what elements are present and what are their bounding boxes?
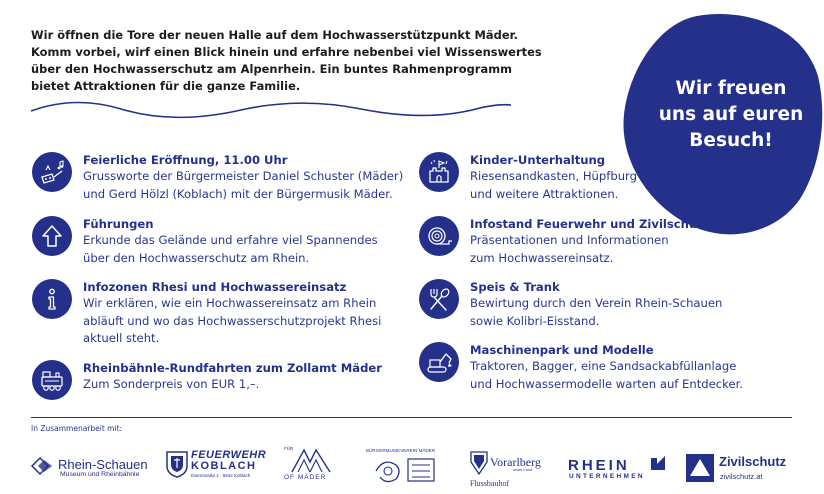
- rhein-schauen-logo: [30, 456, 54, 476]
- program-item-line: abläuft und wo das Hochwasserschutzprojekt Rhesi: [83, 313, 382, 328]
- program-item-line: und Gerd Hölzl (Koblach) mit der Bürgermusik Mäder.: [83, 186, 393, 201]
- program-item-line: zum Hochwassereinsatz.: [470, 250, 614, 265]
- rhein-unternehmen-mark-icon: [651, 454, 665, 470]
- feuerwehr-emblem-icon: [165, 450, 189, 478]
- program-item-line: Grussworte der Bürgermeister Daniel Schuster (Mäder): [83, 169, 404, 183]
- program-item-line: Wir erklären, wie ein Hochwassereinsatz am Rhein: [83, 296, 377, 310]
- program-item-line: Präsentationen und Informationen: [470, 233, 669, 247]
- rhein-unternehmen-sub: UNTERNEHMEN: [569, 473, 645, 480]
- program-item-line: Erkunde das Gelände und erfahre viel Spannendes: [83, 233, 378, 247]
- program-item-line: Zum Sonderpreis von EUR 1,–.: [83, 377, 260, 391]
- fire-hose-icon: [419, 216, 459, 256]
- wave-divider: [31, 96, 511, 126]
- program-item-line: Bewirtung durch den Verein Rhein-Schauen: [470, 296, 723, 310]
- program-item-title: Speis & Trank: [470, 280, 560, 294]
- vorarlberg-sub: unser Land: [513, 468, 532, 472]
- program-item-line: sowie Kolibri-Eisstand.: [470, 313, 600, 328]
- buergermusik-text: BÜRGERMUSIKVEREIN MÄDER: [366, 448, 436, 453]
- fork-spoon-icon: [419, 279, 459, 319]
- program-item-line: über den Hochwasserschutz am Rhein.: [83, 250, 310, 265]
- zivilschutz-url: zivilschutz.at: [720, 472, 763, 481]
- train-icon: [32, 360, 72, 400]
- program-item-line: und weitere Attraktionen.: [470, 186, 619, 201]
- program-item-title: Maschinenpark und Modelle: [470, 343, 654, 357]
- divider: [31, 417, 792, 418]
- arrow-up-icon: [32, 216, 72, 256]
- intro-line: über den Hochwasserschutz am Alpenrhein. Ein buntes Rahmenprogramm: [31, 62, 513, 76]
- program-item-title: Infostand Feuerwehr und Zivilschutz: [470, 217, 710, 231]
- vorarlberg-flag-icon: [469, 450, 489, 476]
- feuerwehr-address: Eisenstraße 1 · 6842 Koblach: [191, 473, 251, 478]
- program-item-line: Riesensandkasten, Hüpfburg: [470, 169, 637, 183]
- vorarlberg-name: Vorarlberg: [490, 455, 541, 469]
- castle-icon: [419, 152, 459, 192]
- callout-text: [640, 76, 822, 154]
- intro-line: Wir öffnen die Tore der neuen Halle auf dem Hochwasserstützpunkt Mäder.: [31, 28, 519, 42]
- ofmader-logo: [290, 448, 332, 474]
- program-item-title: Kinder-Unterhaltung: [470, 153, 606, 167]
- program-item-line: Traktoren, Bagger, eine Sandsackabfüllanlage: [470, 359, 737, 373]
- partners-label: In Zusammenarbeit mit:: [31, 424, 123, 433]
- music-instruments-icon: [32, 152, 72, 192]
- zivilschutz-logo: [686, 454, 714, 482]
- ofmader-text: OF MÄDER: [284, 474, 327, 481]
- program-item-title: Rheinbähnle-Rundfahrten zum Zollamt Mäder: [83, 361, 382, 375]
- ofmader-small: FÜR: [284, 446, 294, 451]
- flussbauhof-name: Flussbauhof: [470, 479, 510, 488]
- intro-text: [31, 27, 551, 95]
- buergermusik-logo: [372, 455, 440, 485]
- intro-line: Komm vorbei, wirf einen Blick hinein und erfahre nebenbei viel Wissenswertes: [31, 45, 542, 59]
- rhein-unternehmen-name: RHEIN: [568, 457, 630, 474]
- program-item-title: Feierliche Eröffnung, 11.00 Uhr: [83, 153, 288, 167]
- program-item-line: aktuell steht.: [83, 331, 160, 345]
- info-icon: [32, 279, 72, 319]
- callout-line: Wir freuen: [675, 78, 787, 99]
- zivilschutz-name: Zivilschutz: [719, 454, 787, 469]
- rhein-schauen-sub: Museum und Rheinbähnle: [60, 471, 140, 478]
- intro-line: bietet Attraktionen für die ganze Familie.: [31, 79, 301, 93]
- feuerwehr-place: KOBLACH: [191, 460, 257, 472]
- callout-line: uns auf euren: [658, 104, 804, 125]
- program-item-title: Infozonen Rhesi und Hochwassereinsatz: [83, 280, 347, 294]
- program-item-line: und Hochwassermodelle warten auf Entdecker.: [470, 376, 743, 391]
- excavator-icon: [419, 342, 459, 382]
- feuerwehr-name: FEUERWEHR: [191, 449, 267, 461]
- program-item-title: Führungen: [83, 217, 154, 231]
- callout-line: Besuch!: [689, 130, 773, 151]
- rhein-schauen-name: Rhein-Schauen: [58, 457, 148, 472]
